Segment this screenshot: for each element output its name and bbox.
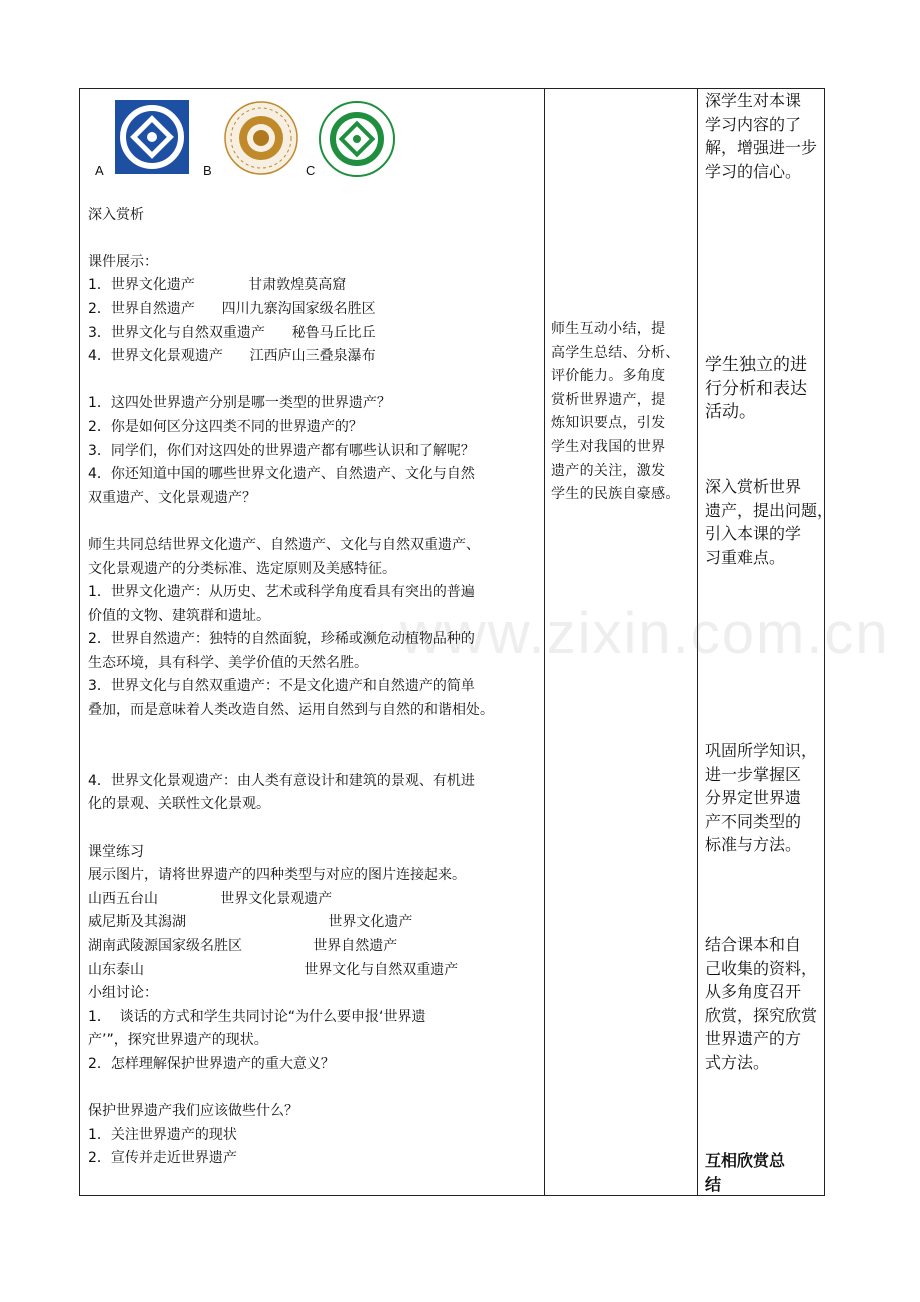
protect-title: 保护世界遗产我们应该做些什么？ bbox=[88, 1103, 298, 1120]
activity-line: 学生对我国的世界 bbox=[551, 438, 666, 455]
question-item: 3．同学们，你们对这四处的世界遗产都有哪些认识和了解呢？ bbox=[88, 442, 475, 459]
practice-title: 课堂练习 bbox=[88, 843, 144, 860]
intent-line: 活动。 bbox=[705, 402, 756, 423]
logo-label-c: C bbox=[306, 163, 316, 178]
intent-line: 学生独立的进 bbox=[705, 355, 807, 375]
heritage-logos bbox=[88, 98, 540, 180]
activity-line: 炼知识要点，引发 bbox=[551, 415, 666, 432]
protect-item: 2．宣传并走近世界遗产 bbox=[88, 1150, 237, 1167]
activity-line: 学生的民族自豪感。 bbox=[551, 486, 680, 503]
intent-line: 巩固所学知识， bbox=[705, 741, 818, 760]
intent-block-3 bbox=[705, 475, 834, 569]
intent-line: 解，增强进一步 bbox=[705, 138, 818, 158]
group-item: 2．怎样理解保护世界遗产的重大意义？ bbox=[88, 1055, 335, 1072]
intent-line: 学习的信心。 bbox=[705, 161, 802, 181]
intent-heading: 互相欣赏总 bbox=[705, 1151, 786, 1170]
teacher-activity-column bbox=[551, 318, 689, 507]
intent-line: 深学生对本课 bbox=[705, 91, 802, 110]
intent-block-4 bbox=[705, 739, 819, 857]
intent-line: 结合课本和自 bbox=[705, 935, 802, 954]
section-title: 深入赏析 bbox=[88, 206, 144, 223]
intent-line: 欣赏，探究欣赏 bbox=[705, 1005, 818, 1025]
summary-line: 文化景观遗产的分类标准、选定原则及美感特征。 bbox=[88, 560, 396, 577]
intent-block-2 bbox=[705, 353, 819, 424]
summary-line: 价值的文物、建筑群和遗址。 bbox=[88, 607, 270, 624]
activity-line: 遗产的关注，激发 bbox=[551, 462, 666, 479]
practice-pair: 威尼斯及其潟湖 世界文化遗产 bbox=[88, 914, 413, 931]
group-item: 1． 谈话的方式和学生共同讨论“为什么要申报‘世界遗 bbox=[88, 1008, 426, 1025]
intent-line: 式方法。 bbox=[705, 1052, 770, 1072]
question-item: 2．你是如何区分这四类不同的世界遗产的？ bbox=[88, 418, 363, 435]
watermark: www.zixin.com.cn bbox=[400, 601, 890, 666]
summary-line: 化的景观、关联性文化景观。 bbox=[88, 796, 270, 813]
intent-line: 世界遗产的方 bbox=[705, 1029, 802, 1049]
activity-line: 赏析世界遗产，提 bbox=[551, 391, 666, 408]
group-title: 小组讨论： bbox=[88, 985, 158, 1002]
summary-line: 师生共同总结世界文化遗产、自然遗产、文化与自然双重遗产、 bbox=[88, 536, 480, 553]
intent-line: 分界定世界遗 bbox=[705, 788, 802, 808]
intent-line: 遗产，提出问题， bbox=[705, 500, 834, 520]
intent-block-5 bbox=[705, 933, 819, 1075]
summary-line: 2．世界自然遗产：独特的自然面貌，珍稀或濒危动植物品种的 bbox=[88, 631, 475, 648]
group-item: 产’”，探究世界遗产的现状。 bbox=[88, 1032, 268, 1049]
summary-line: 生态环境，具有科学、美学价值的天然名胜。 bbox=[88, 654, 368, 671]
world-heritage-blue-icon bbox=[115, 100, 189, 174]
logo-label-b: B bbox=[203, 163, 212, 178]
china-cultural-heritage-icon bbox=[222, 100, 300, 176]
intent-block-6 bbox=[705, 1148, 819, 1195]
summary-line: 1．世界文化遗产：从历史、艺术或科学角度看具有突出的普遍 bbox=[88, 584, 475, 601]
intent-line: 引入本课的学 bbox=[705, 524, 802, 544]
summary-line: 叠加，而是意味着人类改造自然、运用自然到与自然的和谐相处。 bbox=[88, 702, 494, 719]
list-item: 4．世界文化景观遗产 江西庐山三叠泉瀑布 bbox=[88, 348, 376, 365]
list-item: 2．世界自然遗产 四川九寨沟国家级名胜区 bbox=[88, 300, 376, 317]
practice-pair: 湖南武陵源国家级名胜区 世界自然遗产 bbox=[88, 938, 398, 954]
intent-line: 产不同类型的 bbox=[705, 811, 802, 831]
list-item: 1．世界文化遗产 甘肃敦煌莫高窟 bbox=[88, 277, 347, 294]
intent-line: 深入赏析世界 bbox=[705, 477, 802, 496]
logo-label-a: A bbox=[95, 163, 104, 178]
intent-line: 从多角度召开 bbox=[705, 982, 802, 1002]
intent-line: 进一步掌握区 bbox=[705, 764, 802, 784]
intent-line: 学习内容的了 bbox=[705, 114, 802, 134]
world-heritage-green-icon bbox=[317, 100, 397, 178]
intent-line: 标准与方法。 bbox=[705, 835, 802, 855]
question-item: 4．你还知道中国的哪些世界文化遗产、自然遗产、文化与自然 bbox=[88, 466, 475, 483]
activity-line: 师生互动小结，提 bbox=[551, 321, 666, 337]
question-item: 双重遗产、文化景观遗产？ bbox=[88, 489, 256, 506]
list-item: 3．世界文化与自然双重遗产 秘鲁马丘比丘 bbox=[88, 324, 376, 341]
practice-pair: 山西五台山 世界文化景观遗产 bbox=[88, 890, 333, 907]
activity-line: 评价能力。多角度 bbox=[551, 368, 666, 385]
intent-line: 己收集的资料， bbox=[705, 958, 818, 978]
practice-intro: 展示图片，请将世界遗产的四种类型与对应的图片连接起来。 bbox=[88, 867, 466, 884]
intent-line: 习重难点。 bbox=[705, 547, 786, 567]
teaching-content-column bbox=[88, 98, 540, 1171]
practice-pair: 山东泰山 世界文化与自然双重遗产 bbox=[88, 961, 459, 978]
intent-line: 行分析和表达 bbox=[705, 378, 807, 399]
summary-line: 3．世界文化与自然双重遗产：不是文化遗产和自然遗产的简单 bbox=[88, 678, 475, 695]
question-item: 1．这四处世界遗产分别是哪一类型的世界遗产？ bbox=[88, 395, 391, 412]
intent-heading: 结 bbox=[705, 1174, 722, 1194]
summary-line: 4．世界文化景观遗产：由人类有意设计和建筑的景观、有机进 bbox=[88, 772, 475, 789]
activity-line: 高学生总结、分析、 bbox=[551, 344, 680, 361]
courseware-title: 课件展示： bbox=[88, 253, 158, 270]
protect-item: 1．关注世界遗产的现状 bbox=[88, 1126, 237, 1143]
intent-block-1 bbox=[705, 89, 819, 183]
